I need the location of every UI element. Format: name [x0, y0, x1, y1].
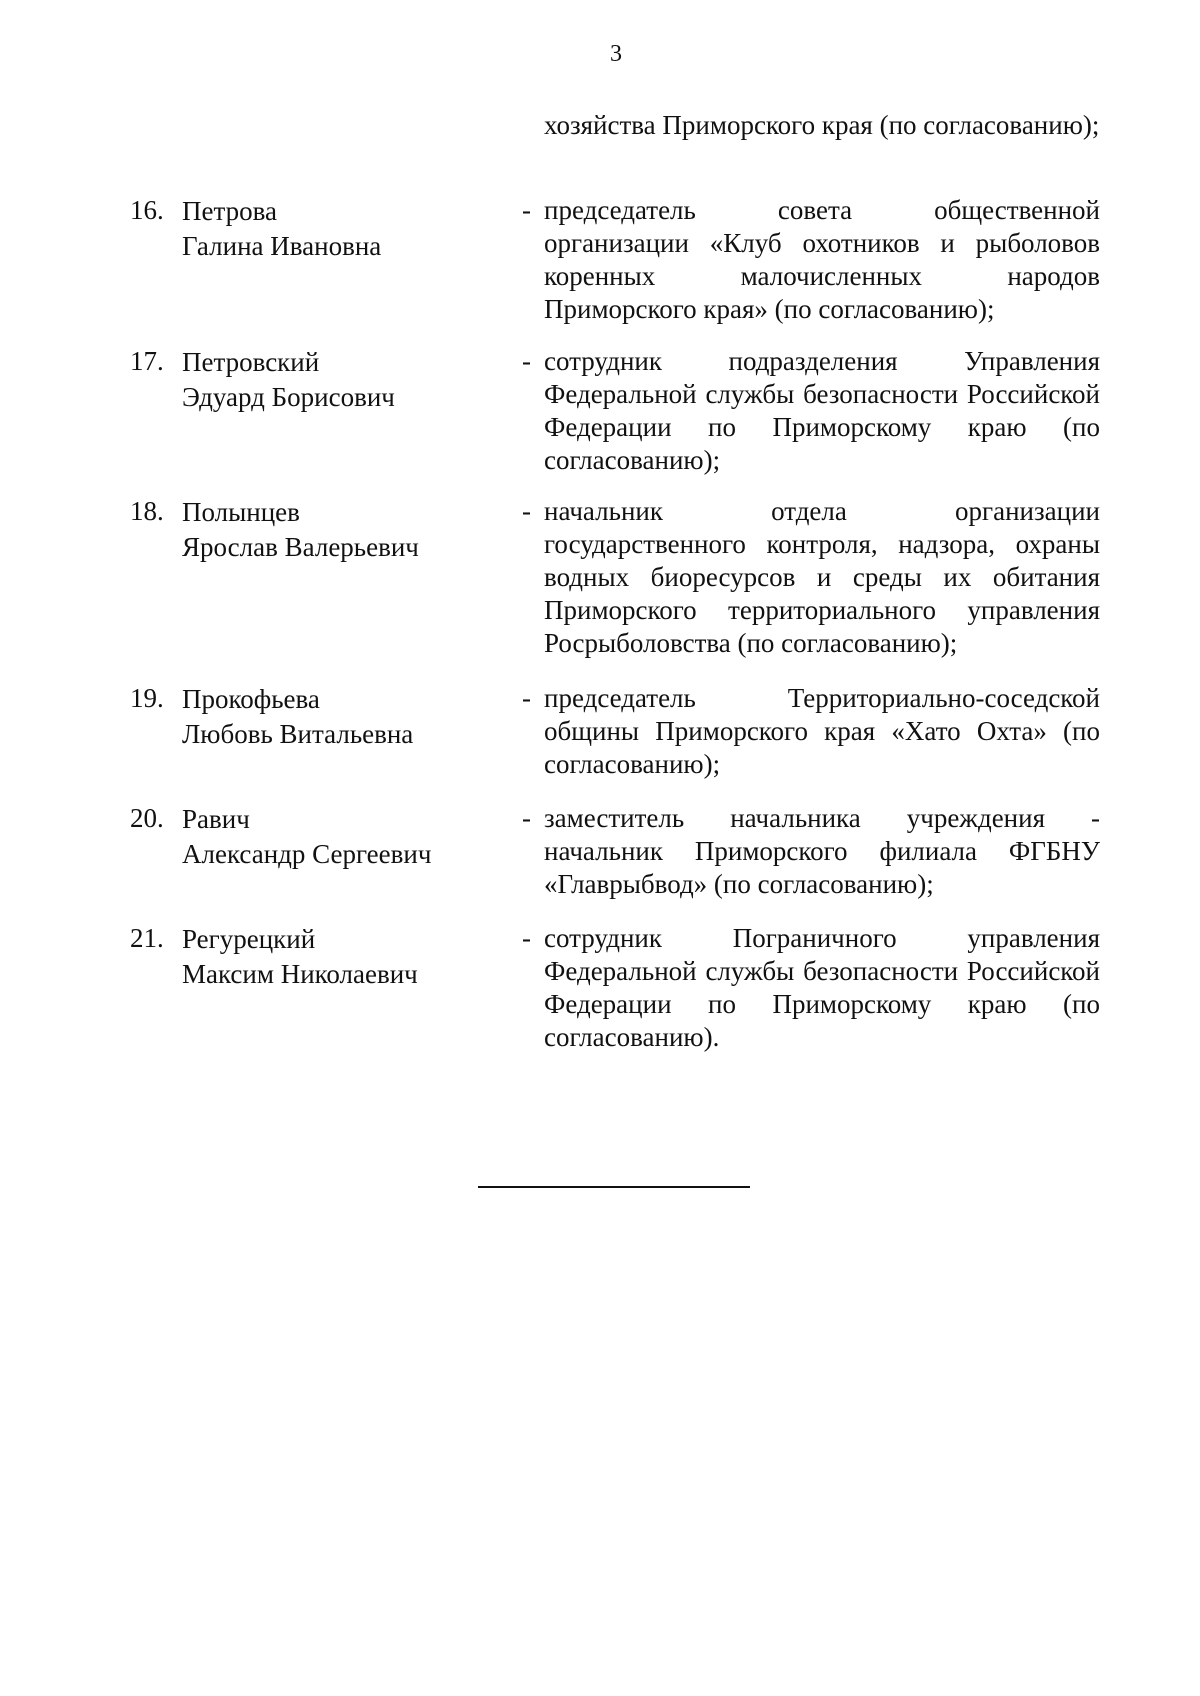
member-surname: Петрова [182, 196, 277, 226]
member-given-names: Максим Николаевич [182, 959, 418, 989]
member-surname: Прокофьева [182, 684, 320, 714]
item-number: 20. [130, 803, 164, 833]
member-position: начальник отдела организации государственного контроля, надзора, охраны водных биоресурсов и среды их обитания Приморского территориального управления Росрыболовства (по согласованию); [544, 496, 1100, 658]
dash-separator: - [522, 923, 531, 953]
member-surname: Регурецкий [182, 924, 316, 954]
member-name [182, 345, 512, 415]
member-name [182, 495, 512, 565]
member-position: сотрудник подразделения Управления Федеральной службы безопасности Российской Федерации по Приморскому краю (по согласованию); [544, 346, 1100, 475]
member-position: заместитель начальника учреждения - начальник Приморского филиала ФГБНУ «Главрыбвод» (по согласованию); [544, 803, 1100, 899]
member-name [182, 802, 512, 872]
item-number: 16. [130, 195, 164, 225]
member-given-names: Ярослав Валерьевич [182, 532, 419, 562]
continuation-text: хозяйства Приморского края (по согласованию); [544, 110, 1100, 140]
dash-separator: - [522, 346, 531, 376]
member-surname: Петровский [182, 347, 320, 377]
member-surname: Полынцев [182, 497, 300, 527]
member-position: сотрудник Пограничного управления Федеральной службы безопасности Российской Федерации по Приморскому краю (по согласованию). [544, 923, 1100, 1052]
member-given-names: Любовь Витальевна [182, 719, 414, 749]
item-number: 17. [130, 346, 164, 376]
member-name [182, 194, 512, 264]
member-given-names: Александр Сергеевич [182, 839, 432, 869]
member-name [182, 922, 512, 992]
member-position: председатель совета общественной организации «Клуб охотников и рыболовов коренных малочисленных народов Приморского края» (по согласованию); [544, 195, 1100, 324]
dash-separator: - [522, 496, 531, 526]
member-position: председатель Территориально-соседской общины Приморского края «Хато Охта» (по согласованию); [544, 683, 1100, 779]
dash-separator: - [522, 683, 531, 713]
end-of-list-rule [478, 1186, 750, 1188]
item-number: 18. [130, 496, 164, 526]
dash-separator: - [522, 195, 531, 225]
page-number: 3 [610, 41, 622, 67]
dash-separator: - [522, 803, 531, 833]
member-given-names: Галина Ивановна [182, 231, 382, 261]
item-number: 19. [130, 683, 164, 713]
item-number: 21. [130, 923, 164, 953]
member-name [182, 682, 512, 752]
member-surname: Равич [182, 804, 250, 834]
member-given-names: Эдуард Борисович [182, 382, 395, 412]
